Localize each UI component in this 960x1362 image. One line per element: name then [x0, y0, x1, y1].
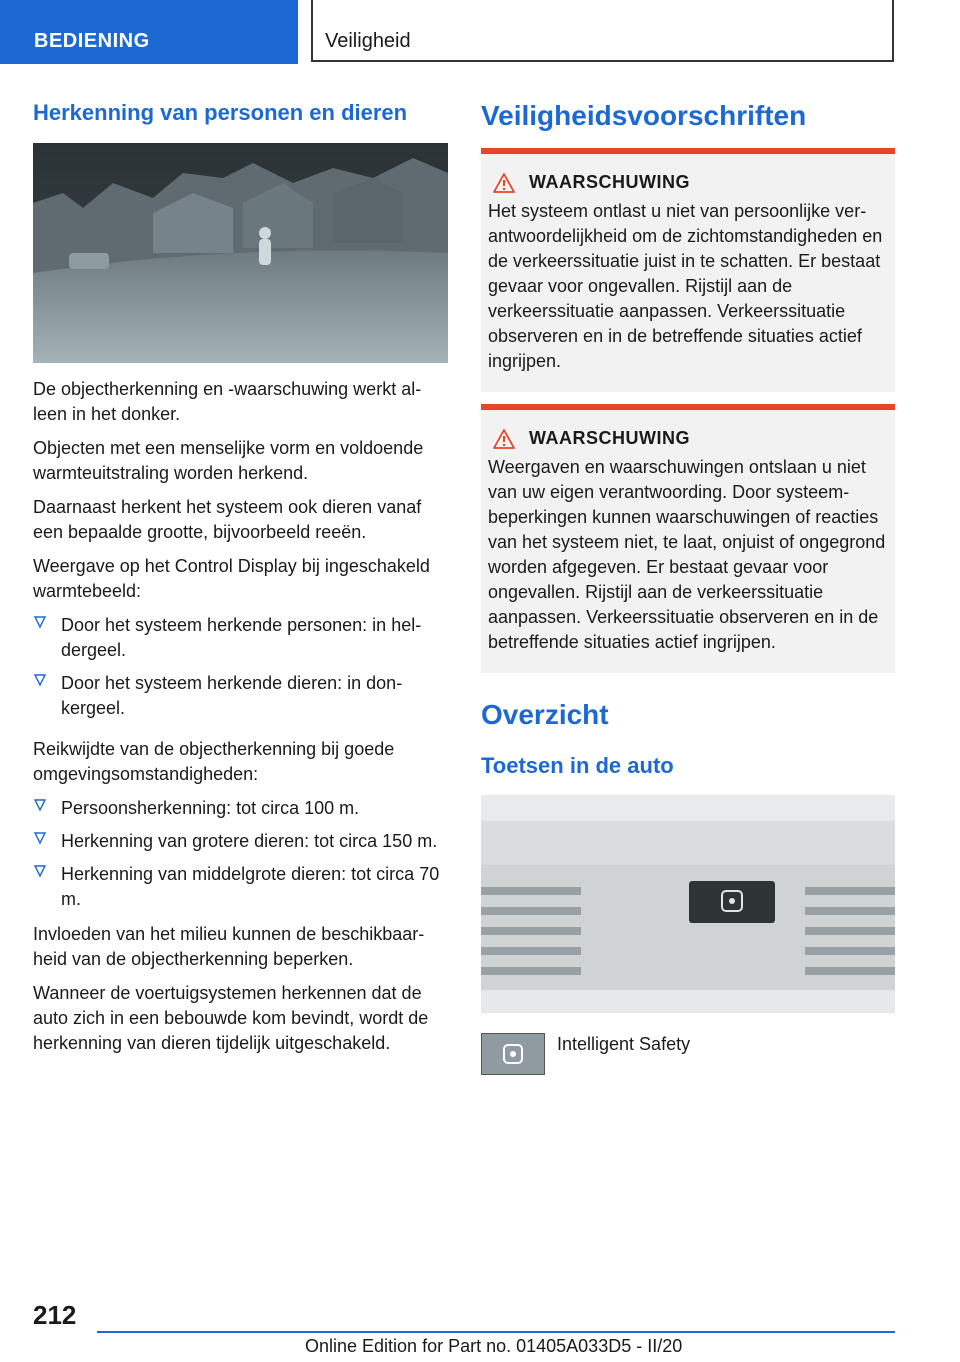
buttons-heading: Toetsen in de auto	[481, 753, 674, 778]
list-item	[33, 613, 448, 663]
left-paragraph-5: Reikwijdte van de objectherkenning bij goede omgevingsomstandigheden:	[33, 739, 395, 784]
left-column	[33, 100, 448, 1065]
list-item-text: Door het systeem herkende dieren: in donkergeel.	[61, 673, 403, 718]
list-item	[33, 862, 448, 912]
right-column	[481, 100, 895, 1075]
left-paragraph-3: Daarnaast herkent het systeem ook dieren vanaf een bepaalde grootte, bijvoorbeeld reeën.	[33, 497, 422, 542]
warning-triangle-icon	[493, 429, 515, 449]
overview-heading: Overzicht	[481, 699, 609, 730]
warning-text: Weergaven en waarschuwingen ontslaan u niet van uw eigen verantwoording. Door systeembeperkingen kunnen waarschuwingen of reacties van het systeem niet, te laat, onjuist of ongegrond worden afgegeven. Er bestaat gevaar voor ongevallen. Rijstijl aan de verkeerssituatie aanpassen. Verkeerssituatie observeren en in de betreffende situaties actief ingrijpen.	[488, 457, 886, 652]
button-legend-row	[481, 1033, 895, 1075]
list-item-text: Door het systeem herkende personen: in heldergeel.	[61, 615, 422, 660]
right-heading: Veiligheidsvoorschriften	[481, 100, 807, 131]
page-number: 212	[33, 1300, 77, 1330]
left-paragraph-6: Invloeden van het milieu kunnen de beschikbaarheid van de objectherkenning beperken.	[33, 924, 425, 969]
footer-line	[97, 1331, 895, 1333]
display-list	[33, 613, 448, 721]
warning-box-2	[481, 404, 895, 673]
list-item	[33, 829, 448, 854]
footer-edition: Online Edition for Part no. 01405A033D5 - II/20	[305, 1336, 683, 1356]
list-item-text: Herkenning van middelgrote dieren: tot circa 70 m.	[61, 864, 440, 909]
warning-triangle-icon	[493, 173, 515, 193]
header-section-tab	[0, 0, 298, 64]
header-chapter-box	[311, 0, 894, 62]
left-paragraph-2: Objecten met een menselijke vorm en voldoende warmteuitstraling worden herkend.	[33, 438, 424, 483]
triangle-bullet-icon	[33, 798, 47, 812]
warning-title: WAARSCHUWING	[529, 172, 690, 192]
dashboard-buttons-photo	[481, 795, 895, 1013]
left-paragraph-7: Wanneer de voertuigsystemen herkennen dat de auto zich in een bebouwde kom bevindt, wordt de herkenning van dieren tijdelijk uitgeschakeld.	[33, 983, 429, 1053]
left-paragraph-1: De objectherkenning en -waarschuwing werkt alleen in het donker.	[33, 379, 422, 424]
left-paragraph-4: Weergave op het Control Display bij ingeschakeld warmtebeeld:	[33, 556, 430, 601]
triangle-bullet-icon	[33, 615, 47, 629]
range-list	[33, 796, 448, 912]
list-item	[33, 671, 448, 721]
triangle-bullet-icon	[33, 864, 47, 878]
triangle-bullet-icon	[33, 831, 47, 845]
intelligent-safety-button-icon	[481, 1033, 545, 1075]
list-item-text: Herkenning van grotere dieren: tot circa 150 m.	[61, 831, 438, 851]
left-heading: Herkenning van personen en dieren	[33, 100, 408, 125]
list-item	[33, 796, 448, 821]
warning-title: WAARSCHUWING	[529, 428, 690, 448]
triangle-bullet-icon	[33, 673, 47, 687]
intelligent-safety-label: Intelligent Safety	[557, 1034, 691, 1054]
list-item-text: Persoonsherkenning: tot circa 100 m.	[61, 798, 360, 818]
header-section-label: BEDIENING	[34, 30, 150, 52]
warning-box-1	[481, 148, 895, 392]
header-chapter-label: Veiligheid	[325, 30, 411, 52]
warning-text: Het systeem ontlast u niet van persoonlijke verantwoordelijkheid om de zichtomstandigheden en de verkeerssituatie juist in te schatten. Er bestaat gevaar voor ongevallen. Rijstijl aan de verkeerssituatie aanpassen. Verkeerssituatie observeren en in de betreffende situaties actief ingrijpen.	[488, 201, 883, 371]
night-vision-photo	[33, 143, 448, 363]
